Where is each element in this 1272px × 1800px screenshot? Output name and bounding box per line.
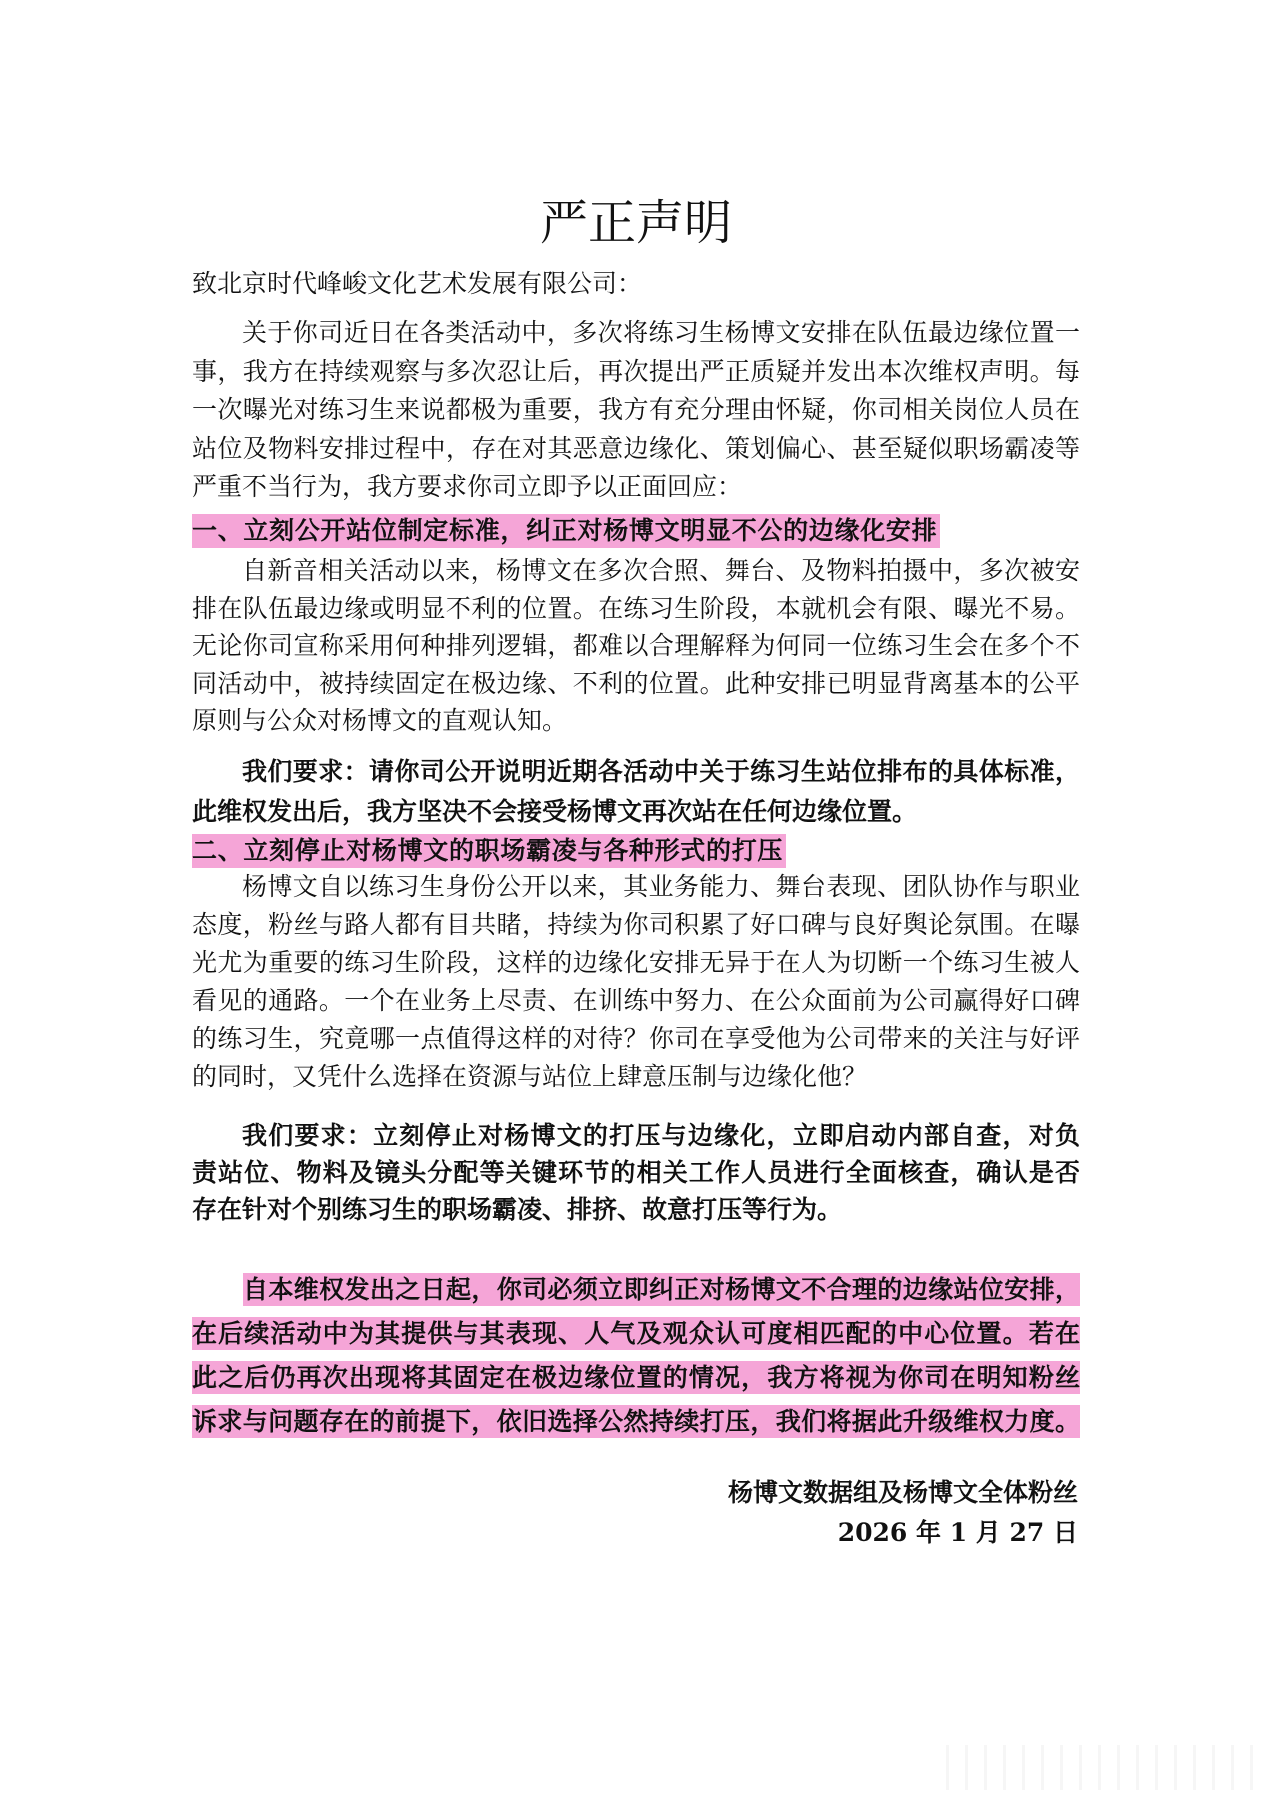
paragraph-line: 无论你司宣称采用何种排列逻辑，都难以合理解释为何同一位练习生会在多个不: [192, 631, 1080, 661]
paragraph-line: 看见的通路。一个在业务上尽责、在训练中努力、在公众面前为公司赢得好口碑: [192, 986, 1080, 1015]
paragraph-line: 站位及物料安排过程中，存在对其恶意边缘化、策划偏心、甚至疑似职场霸凌等: [192, 433, 1080, 463]
paragraph-line: 自新音相关活动以来，杨博文在多次合照、舞台、及物料拍摄中，多次被安: [242, 556, 1080, 585]
paragraph-line: 的练习生，究竟哪一点值得这样的对待？你司在享受他为公司带来的关注与好评: [192, 1024, 1080, 1053]
highlighted-text: 诉求与问题存在的前提下，依旧选择公然持续打压，我们将据此升级维权力度。: [192, 1407, 1080, 1437]
paragraph-line: 排在队伍最边缘或明显不利的位置。在练习生阶段，本就机会有限、曝光不易。: [192, 593, 1080, 623]
closing-line: [192, 1317, 1080, 1358]
demand-line: 我们要求：立刻停止对杨博文的打压与边缘化，立即启动内部自查，对负: [242, 1120, 1080, 1150]
paragraph-line: 一次曝光对练习生来说都极为重要，我方有充分理由怀疑，你司相关岗位人员在: [192, 395, 1080, 424]
demand-line: 责站位、物料及镜头分配等关键环节的相关工作人员进行全面核查，确认是否: [192, 1157, 1080, 1187]
paragraph-line: 原则与公众对杨博文的直观认知。: [192, 706, 568, 736]
demand-line: 我们要求：请你司公开说明近期各活动中关于练习生站位排布的具体标准，: [242, 757, 1080, 786]
paragraph-line: 事，我方在持续观察与多次忍让后，再次提出严正质疑并发出本次维权声明。每: [192, 356, 1080, 386]
intro-paragraph: [192, 314, 1080, 507]
section-heading-1: 一、立刻公开站位制定标准，纠正对杨博文明显不公的边缘化安排: [192, 514, 940, 548]
paragraph-line: 严重不当行为，我方要求你司立即予以正面回应：: [192, 472, 743, 501]
closing-line: [192, 1273, 1080, 1314]
closing-line: [192, 1361, 1080, 1402]
watermark-decoration: [946, 1745, 1268, 1790]
paragraph-line: 关于你司近日在各类活动中，多次将练习生杨博文安排在队伍最边缘位置一: [242, 318, 1080, 347]
highlighted-text: 自本维权发出之日起，你司必须立即纠正对杨博文不合理的边缘站位安排，: [243, 1274, 1080, 1304]
highlighted-text: 在后续活动中为其提供与其表现、人气及观众认可度相匹配的中心位置。若在: [192, 1318, 1080, 1348]
salutation-line: 致北京时代峰峻文化艺术发展有限公司：: [192, 269, 643, 298]
demand-line: 此维权发出后，我方坚决不会接受杨博文再次站在任何边缘位置。: [192, 797, 918, 826]
salutation: [192, 265, 1080, 303]
closing-paragraph-highlighted: [192, 1269, 1080, 1446]
document-title: 严正声明: [539, 195, 732, 252]
paragraph-line: 杨博文自以练习生身份公开以来，其业务能力、舞台表现、团队协作与职业: [242, 872, 1080, 901]
closing-line: [192, 1405, 1080, 1446]
section-1-paragraph: [192, 552, 1080, 740]
demand-line: 存在针对个别练习生的职场霸凌、排挤、故意打压等行为。: [192, 1194, 843, 1224]
paragraph-line: 光尤为重要的练习生阶段，这样的边缘化安排无异于在人为切断一个练习生被人: [192, 948, 1080, 977]
signature-date: 2026 年 1 月 27 日: [837, 1518, 1078, 1547]
section-2-paragraph: [192, 868, 1080, 1096]
section-heading-2: 二、立刻停止对杨博文的职场霸凌与各种形式的打压: [192, 834, 786, 868]
highlighted-text: 此之后仍再次出现将其固定在极边缘位置的情况，我方将视为你司在明知粉丝: [192, 1363, 1080, 1392]
paragraph-line: 同活动中，被持续固定在极边缘、不利的位置。此种安排已明显背离基本的公平: [192, 668, 1080, 698]
paragraph-line: 的同时，又凭什么选择在资源与站位上肆意压制与边缘化他？: [192, 1062, 868, 1091]
section-1-demand: [192, 752, 1080, 832]
signature-author: 杨博文数据组及杨博文全体粉丝: [727, 1478, 1078, 1507]
paragraph-line: 态度，粉丝与路人都有目共睹，持续为你司积累了好口碑与良好舆论氛围。在曝: [192, 910, 1080, 939]
section-2-demand: [192, 1117, 1080, 1228]
